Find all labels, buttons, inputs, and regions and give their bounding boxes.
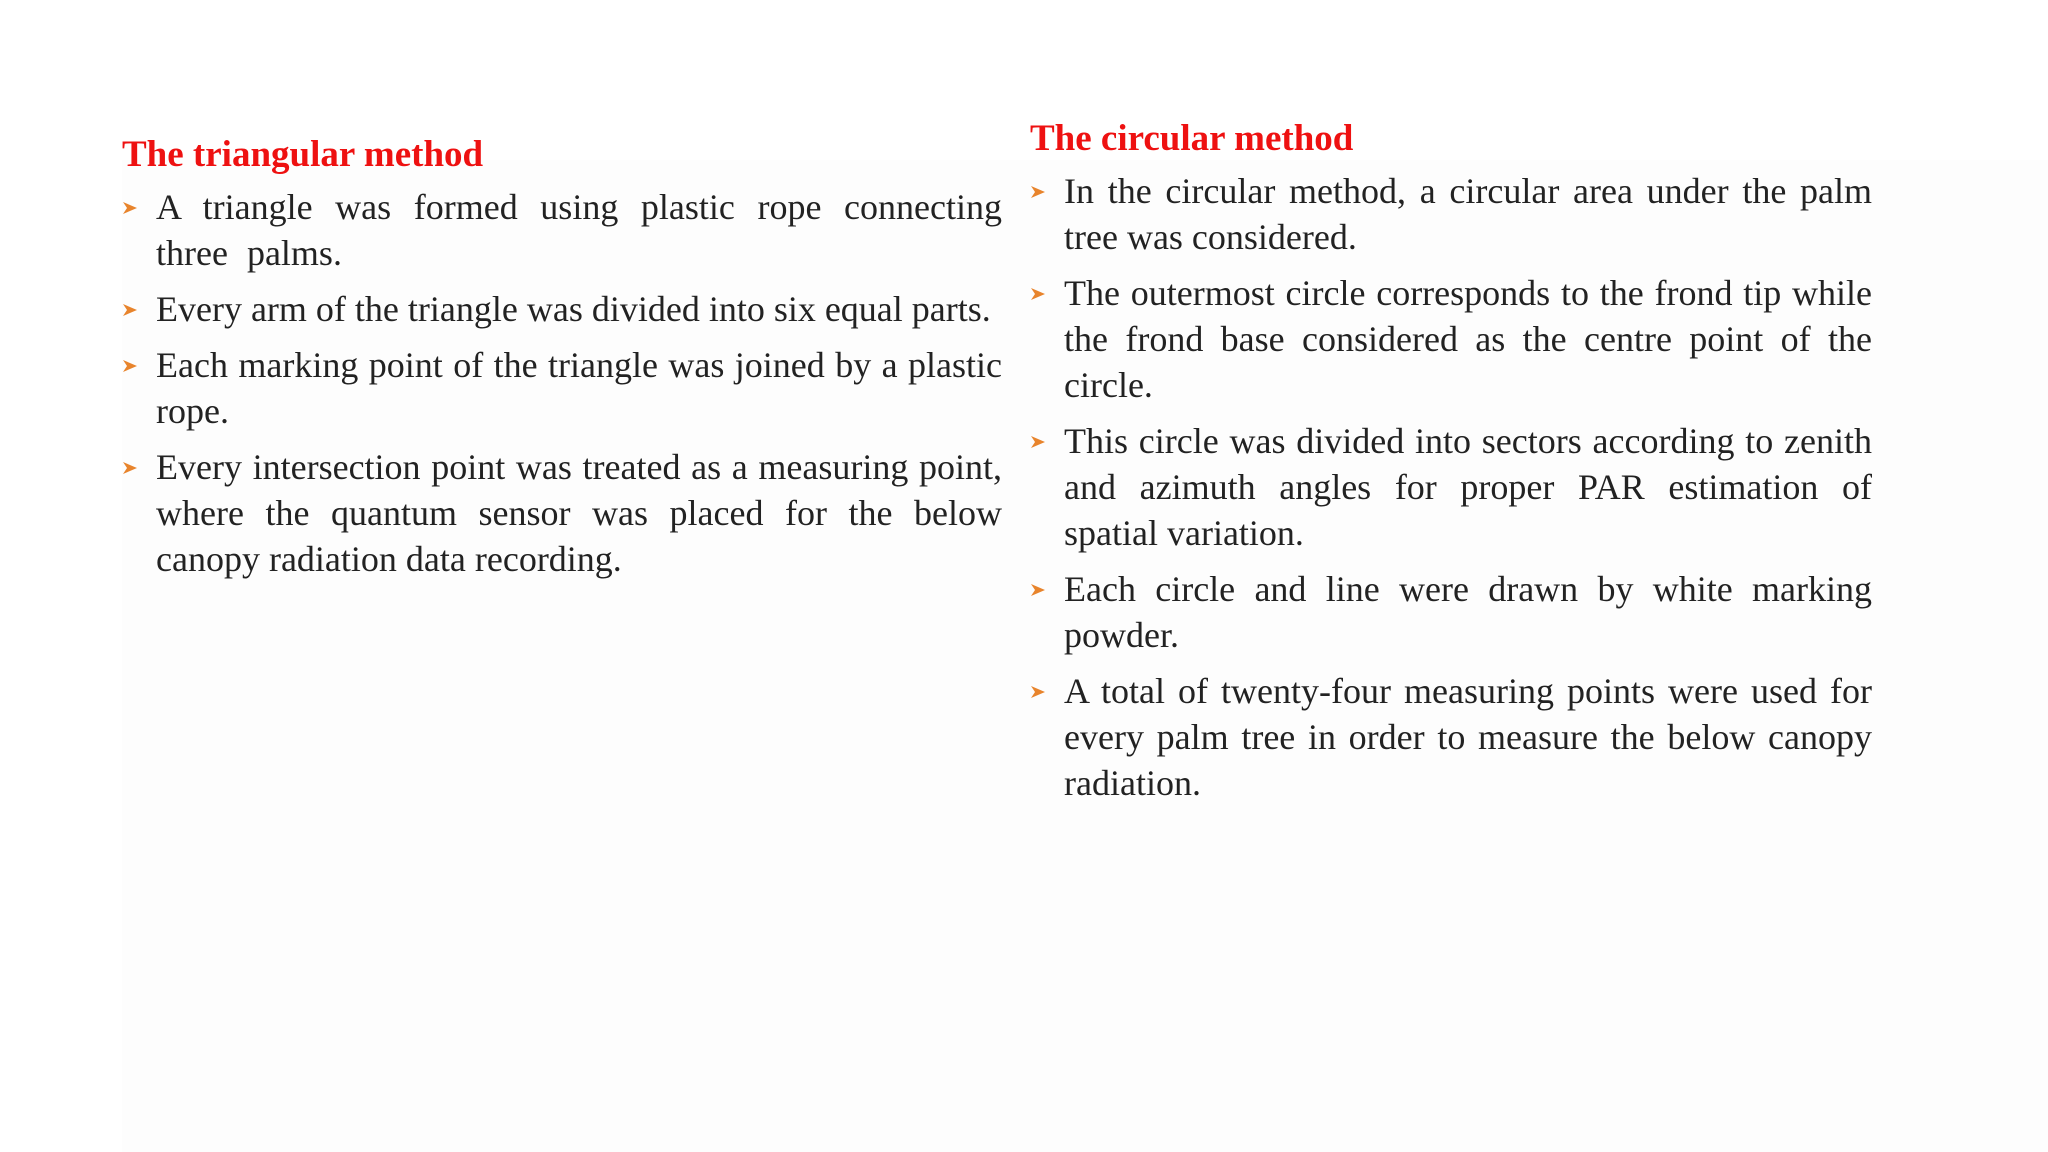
- bullet-text: Each marking point of the triangle was joined by a plastic rope.: [156, 345, 1002, 431]
- arrowhead-bullet-icon: [1030, 418, 1050, 464]
- bullet-text: A triangle was formed using plastic rope connecting three palms.: [156, 187, 1002, 273]
- arrowhead-bullet-glyph: [1030, 435, 1046, 449]
- list-item: [122, 184, 1002, 276]
- bullet-text: A total of twenty-four measuring points were used for every palm tree in order to measure the below canopy radiation.: [1064, 671, 1872, 803]
- list-item: [1030, 168, 1872, 260]
- list-item: [122, 342, 1002, 434]
- bullet-text: The outermost circle corresponds to the frond tip while the frond base considered as the centre point of the circle.: [1064, 273, 1872, 405]
- arrowhead-bullet-icon: [1030, 270, 1050, 316]
- bullet-text: This circle was divided into sectors according to zenith and azimuth angles for proper PAR estimation of spatial variation.: [1064, 421, 1872, 553]
- arrowhead-bullet-icon: [122, 286, 142, 332]
- list-item: [1030, 418, 1872, 556]
- list-item: [1030, 668, 1872, 806]
- arrowhead-bullet-glyph: [122, 303, 138, 317]
- circular-method-heading: The circular method: [1030, 118, 1354, 159]
- arrowhead-bullet-icon: [122, 444, 142, 490]
- triangular-method-list: [122, 184, 1002, 582]
- list-item: [1030, 270, 1872, 408]
- bullet-text: Every intersection point was treated as a measuring point, where the quantum sensor was placed for the below canopy radiation data recording.: [156, 447, 1002, 579]
- arrowhead-bullet-icon: [122, 342, 142, 388]
- list-item: [122, 286, 1002, 332]
- list-item: [1030, 566, 1872, 658]
- arrowhead-bullet-glyph: [122, 201, 138, 215]
- circular-method-list: [1030, 168, 1872, 806]
- arrowhead-bullet-icon: [1030, 668, 1050, 714]
- bullet-text: In the circular method, a circular area under the palm tree was considered.: [1064, 171, 1872, 257]
- circular-method-column: [1030, 116, 1872, 816]
- arrowhead-bullet-glyph: [122, 461, 138, 475]
- arrowhead-bullet-icon: [1030, 566, 1050, 612]
- bullet-text: Every arm of the triangle was divided into six equal parts.: [156, 289, 991, 329]
- list-item: [122, 444, 1002, 582]
- bullet-text: Each circle and line were drawn by white marking powder.: [1064, 569, 1872, 655]
- arrowhead-bullet-glyph: [122, 359, 138, 373]
- arrowhead-bullet-glyph: [1030, 287, 1046, 301]
- arrowhead-bullet-icon: [122, 184, 142, 230]
- triangular-method-heading: The triangular method: [122, 134, 484, 175]
- arrowhead-bullet-icon: [1030, 168, 1050, 214]
- arrowhead-bullet-glyph: [1030, 685, 1046, 699]
- triangular-method-column: [122, 132, 1002, 592]
- arrowhead-bullet-glyph: [1030, 583, 1046, 597]
- arrowhead-bullet-glyph: [1030, 185, 1046, 199]
